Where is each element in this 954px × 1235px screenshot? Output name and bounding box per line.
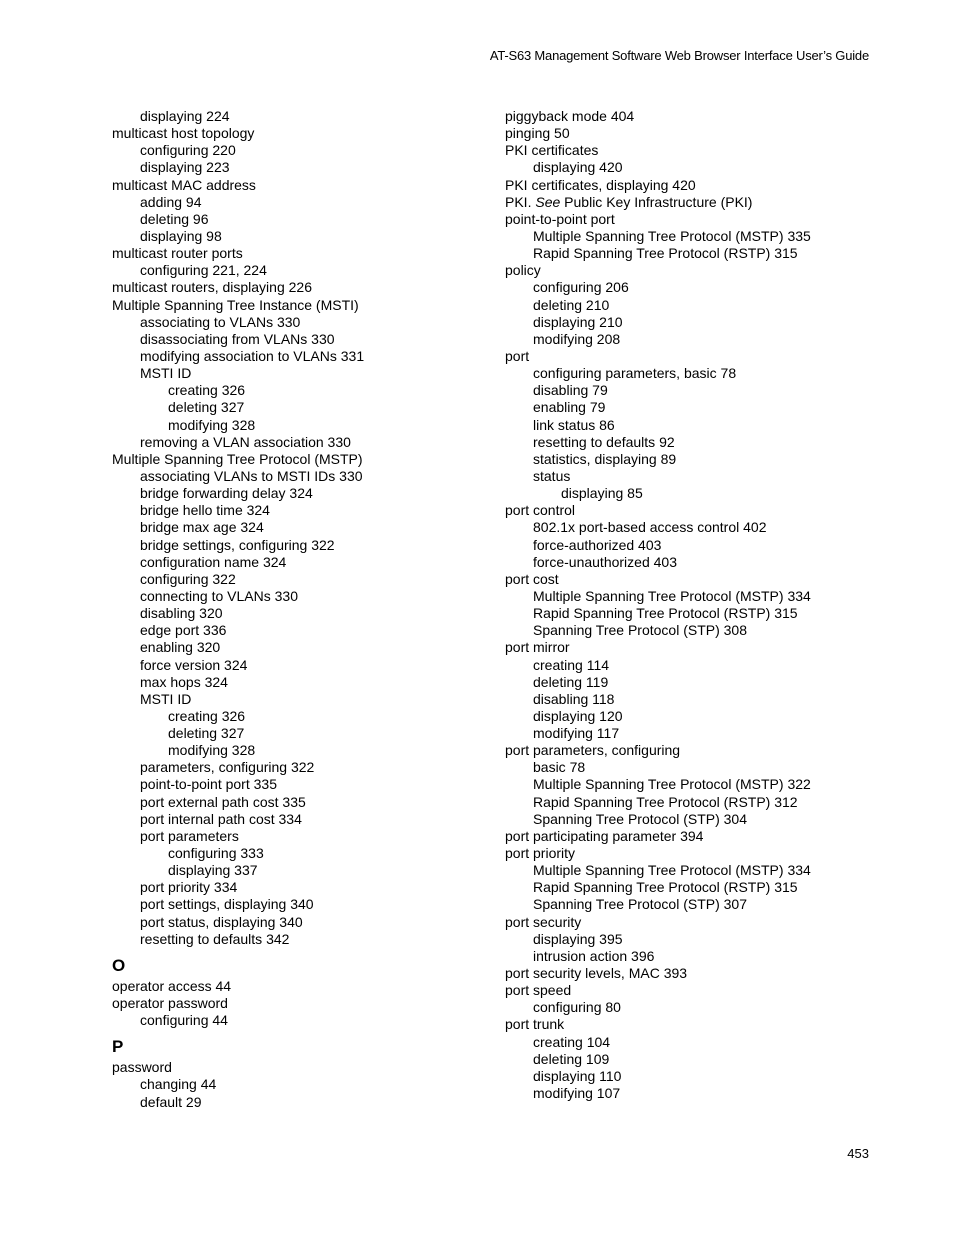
index-subentry: parameters, configuring 322: [140, 759, 315, 776]
index-column-left: [112, 108, 472, 1111]
index-subsubentry: displaying 337: [168, 862, 258, 879]
index-subentry: status: [533, 467, 571, 484]
index-subentry: configuration name 324: [140, 553, 287, 570]
index-subentry: point-to-point port 335: [140, 776, 277, 793]
index-subsubentry: deleting 327: [168, 725, 245, 742]
index-subentry: configuring 220: [140, 142, 236, 159]
index-entry: port participating parameter 394: [505, 827, 704, 844]
index-subentry: deleting 109: [533, 1050, 610, 1067]
see-target: Public Key Infrastructure (PKI): [560, 193, 753, 210]
index-subentry: modifying association to VLANs 331: [140, 347, 365, 364]
index-subentry: Spanning Tree Protocol (STP) 308: [533, 622, 748, 639]
index-subentry: creating 114: [533, 656, 610, 673]
index-entry: multicast router ports: [112, 245, 243, 262]
index-subentry: disabling 118: [533, 690, 615, 707]
index-entry: piggyback mode 404: [505, 108, 635, 124]
page-number: 453: [847, 1146, 869, 1161]
index-subentry: modifying 107: [533, 1085, 621, 1102]
index-subentry: intrusion action 396: [533, 947, 655, 964]
index-subentry: displaying 223: [140, 159, 230, 176]
index-entry: port cost: [505, 570, 559, 587]
index-subentry: configuring 80: [533, 999, 621, 1016]
index-subentry: Spanning Tree Protocol (STP) 304: [533, 810, 748, 827]
index-subentry: default 29: [140, 1093, 202, 1110]
index-entry: policy: [505, 262, 541, 279]
index-subentry: Rapid Spanning Tree Protocol (RSTP) 312: [533, 793, 798, 810]
index-subentry: port parameters: [140, 827, 239, 844]
index-subentry: resetting to defaults 92: [533, 433, 675, 450]
index-subentry: port settings, displaying 340: [140, 896, 314, 913]
index-subentry: displaying 120: [533, 707, 623, 724]
index-subentry: Rapid Spanning Tree Protocol (RSTP) 315: [533, 879, 798, 896]
index-subentry: modifying 117: [533, 725, 620, 742]
index-entry: PKI certificates, displaying 420: [505, 176, 696, 193]
index-subentry: enabling 320: [140, 639, 221, 656]
index-subentry: displaying 110: [533, 1067, 622, 1084]
index-entry: pinging 50: [505, 125, 570, 142]
index-entry: port security levels, MAC 393: [505, 965, 688, 982]
running-header: AT-S63 Management Software Web Browser Interface User’s Guide: [489, 48, 869, 63]
index-subsubentry: creating 326: [168, 382, 246, 399]
index-subsubentry: creating 326: [168, 707, 246, 724]
index-subentry: displaying 420: [533, 159, 623, 176]
index-subentry: statistics, displaying 89: [533, 450, 677, 467]
index-entry: password: [112, 1059, 172, 1076]
index-subentry: resetting to defaults 342: [140, 930, 290, 947]
index-section-letter: P: [112, 1037, 124, 1057]
index-subsubentry: modifying 328: [168, 742, 256, 759]
index-entry: operator password: [112, 995, 228, 1012]
index-subentry: connecting to VLANs 330: [140, 587, 298, 604]
index-subentry: 802.1x port-based access control 402: [533, 519, 767, 536]
index-subentry: MSTI ID: [140, 365, 192, 382]
index-entry: operator access 44: [112, 977, 232, 994]
index-subentry: port internal path cost 334: [140, 810, 302, 827]
index-entry: PKI certificates: [505, 142, 599, 159]
index-entry: port: [505, 347, 530, 364]
index-subentry: bridge forwarding delay 324: [140, 485, 313, 502]
index-subentry: associating VLANs to MSTI IDs 330: [140, 467, 363, 484]
index-entry: port control: [505, 502, 576, 519]
index-subentry: basic 78: [533, 759, 586, 776]
index-column-right: [505, 108, 865, 1102]
index-subentry: Multiple Spanning Tree Protocol (MSTP) 334: [533, 587, 811, 604]
index-subentry: force version 324: [140, 656, 248, 673]
index-subentry: adding 94: [140, 193, 202, 210]
index-subentry: bridge hello time 324: [140, 502, 270, 519]
index-subentry: configuring 206: [533, 279, 629, 296]
index-subentry: MSTI ID: [140, 690, 192, 707]
index-subentry: force-authorized 403: [533, 536, 662, 553]
index-subentry: enabling 79: [533, 399, 606, 416]
index-subentry: port status, displaying 340: [140, 913, 303, 930]
index-subentry: max hops 324: [140, 673, 228, 690]
index-subentry: Rapid Spanning Tree Protocol (RSTP) 315: [533, 245, 798, 262]
index-entry: port parameters, configuring: [505, 742, 681, 759]
index-subentry: displaying 395: [533, 930, 623, 947]
index-subentry: edge port 336: [140, 622, 227, 639]
index-subentry: configuring 322: [140, 570, 236, 587]
index-subsubentry: displaying 85: [561, 485, 643, 502]
index-subentry: port priority 334: [140, 879, 238, 896]
index-entry: port speed: [505, 982, 572, 999]
index-subentry: associating to VLANs 330: [140, 313, 301, 330]
index-subentry: Multiple Spanning Tree Protocol (MSTP) 335: [533, 227, 811, 244]
index-subentry: bridge max age 324: [140, 519, 264, 536]
index-subentry: removing a VLAN association 330: [140, 433, 351, 450]
index-subentry: configuring 221, 224: [140, 262, 267, 279]
index-subentry: changing 44: [140, 1076, 217, 1093]
index-entry: multicast routers, displaying 226: [112, 279, 312, 296]
index-subentry: displaying 98: [140, 227, 222, 244]
index-subsubentry: modifying 328: [168, 416, 256, 433]
index-subsubentry: deleting 327: [168, 399, 245, 416]
index-subentry: displaying 224: [140, 108, 230, 124]
see-reference: See: [535, 193, 561, 210]
index-subentry: deleting 119: [533, 673, 609, 690]
index-entry-text: PKI.: [505, 193, 536, 210]
index-subentry: Multiple Spanning Tree Protocol (MSTP) 334: [533, 862, 811, 879]
index-subentry: deleting 96: [140, 210, 209, 227]
index-entry: multicast MAC address: [112, 176, 256, 193]
index-entry: point-to-point port: [505, 210, 615, 227]
index-subentry: port external path cost 335: [140, 793, 306, 810]
index-subentry: configuring parameters, basic 78: [533, 365, 737, 382]
index-subentry: creating 104: [533, 1033, 611, 1050]
index-entry: port mirror: [505, 639, 570, 656]
index-subentry: Multiple Spanning Tree Protocol (MSTP) 322: [533, 776, 811, 793]
index-subentry: force-unauthorized 403: [533, 553, 677, 570]
index-entry: Multiple Spanning Tree Protocol (MSTP): [112, 450, 363, 467]
index-entry: port security: [505, 913, 582, 930]
index-subentry: deleting 210: [533, 296, 610, 313]
index-subentry: Rapid Spanning Tree Protocol (RSTP) 315: [533, 605, 798, 622]
index-subentry: modifying 208: [533, 330, 621, 347]
index-section-letter: O: [112, 955, 126, 975]
index-subsubentry: configuring 333: [168, 845, 264, 862]
index-subentry: Spanning Tree Protocol (STP) 307: [533, 896, 748, 913]
index-subentry: disabling 320: [140, 605, 223, 622]
index-subentry: configuring 44: [140, 1012, 228, 1029]
index-entry: [505, 194, 865, 211]
index-entry: port priority: [505, 845, 576, 862]
index-entry: port trunk: [505, 1016, 565, 1033]
index-subentry: displaying 210: [533, 313, 623, 330]
index-subentry: disassociating from VLANs 330: [140, 330, 335, 347]
index-entry: multicast host topology: [112, 125, 255, 142]
index-entry: Multiple Spanning Tree Instance (MSTI): [112, 296, 359, 313]
index-subentry: bridge settings, configuring 322: [140, 536, 335, 553]
index-subentry: disabling 79: [533, 382, 608, 399]
index-subentry: link status 86: [533, 416, 615, 433]
